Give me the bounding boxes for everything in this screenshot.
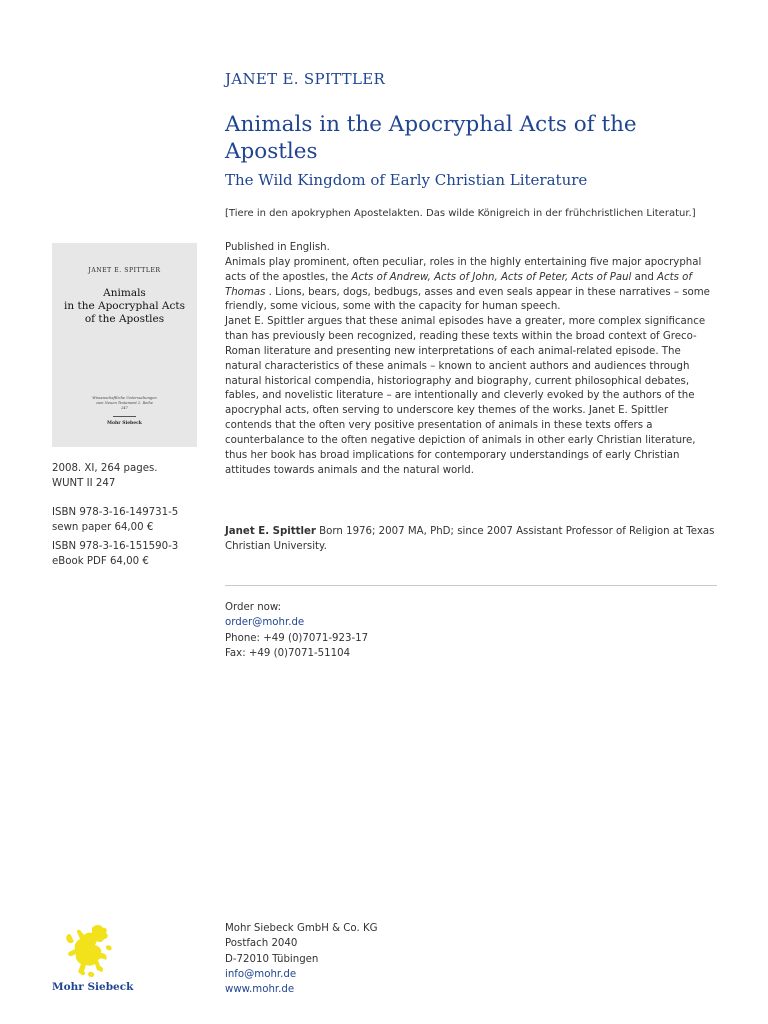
- description-paragraph-1: [225, 256, 717, 315]
- book-cover: [52, 243, 197, 447]
- order-label: Order now:: [225, 602, 282, 613]
- order-info: [225, 600, 368, 661]
- cover-rule: [113, 416, 136, 417]
- publisher-email-link[interactable]: info@mohr.de: [225, 968, 297, 980]
- cover-series: [52, 396, 197, 411]
- order-phone: Phone: +49 (0)7071-923-17: [225, 632, 369, 644]
- format-print: sewn paper 64,00 €: [52, 521, 154, 533]
- order-email-link[interactable]: order@mohr.de: [225, 617, 305, 629]
- bio-text: Born 1976; 2007 MA, PhD; since 2007 Assistant Professor of Religion at Texas Christian University.: [225, 526, 715, 552]
- cover-title-line: of the Apostles: [84, 313, 165, 325]
- order-fax: Fax: +49 (0)7071-51104: [225, 647, 351, 659]
- description-italic: Acts of Andrew, Acts of John, Acts of Peter, Acts of Paul: [351, 271, 632, 283]
- description-text: and: [631, 271, 658, 283]
- isbn-ebook: ISBN 978-3-16-151590-3: [52, 541, 179, 553]
- publisher-logo: [50, 918, 134, 998]
- cover-publisher: Mohr Siebeck: [107, 421, 142, 426]
- book-meta: [52, 461, 178, 570]
- format-ebook: eBook PDF 64,00 €: [52, 556, 149, 568]
- book-title: Animals in the Apocryphal Acts of the Apostles: [225, 112, 637, 164]
- cover-title-line: in the Apocryphal Acts: [64, 300, 185, 312]
- publisher-name: Mohr Siebeck GmbH & Co. KG: [225, 923, 378, 934]
- cover-series-number: 247: [121, 406, 128, 410]
- publisher-address: [225, 921, 378, 997]
- cover-series-line: Wissenschaftliche Untersuchungen: [92, 396, 157, 400]
- logo-text: Mohr Siebeck: [52, 981, 134, 993]
- book-subtitle: The Wild Kingdom of Early Christian Literature: [225, 171, 588, 189]
- book-description: [225, 241, 717, 479]
- description-text: Animals play prominent, often peculiar, roles in the highly entertaining five major apocryphal acts of the apostles, the: [225, 256, 702, 283]
- publisher-website-link[interactable]: www.mohr.de: [225, 984, 295, 996]
- description-paragraph-2: Janet E. Spittler argues that these animal episodes have a greater, more complex significance than has previously been recognized, reading these texts within the broad context of Greco-Roman literature and presenting new interpretations of each animal-related episode. The natural characteristics of these animals – known to ancient authors and audiences through natural historical compendia, historiography and biography, current philosophical debates, fables, and novelistic literature – are intentionally and cleverly evoked by the authors of the apocryphal acts, often serving to underscore key themes of the works. Janet E. Spittler contends that the often very positive presentation of animals in these texts offers a counterbalance to the often negative depiction of animals in other early Christian literature, thus her book has broad implications for contemporary understandings of early Christian attitudes towards animals and the natural world.: [225, 316, 706, 476]
- cover-series-line: zum Neuen Testament 2. Reihe: [95, 401, 154, 405]
- isbn-print: ISBN 978-3-16-149731-5: [52, 506, 179, 518]
- cover-title: [52, 287, 197, 326]
- cover-author: JANET E. SPITTLER: [88, 267, 161, 274]
- series-label: WUNT II 247: [52, 478, 116, 490]
- published-language: Published in English.: [225, 242, 330, 253]
- description-text: . Lions, bears, dogs, bedbugs, asses and even seals appear in these narratives – some friendly, some vicious, some with the capacity for human speech.: [225, 286, 710, 313]
- lion-rampant-icon: [62, 922, 114, 980]
- description-italic: Acts of Thomas: [225, 271, 692, 298]
- cover-title-line: Animals: [103, 287, 146, 299]
- author-bio: [225, 525, 717, 555]
- publisher-city: D-72010 Tübingen: [225, 953, 319, 965]
- bio-name: Janet E. Spittler: [225, 526, 316, 537]
- year-pages: 2008. XI, 264 pages.: [52, 463, 158, 474]
- divider: [225, 585, 717, 586]
- german-title: [Tiere in den apokryphen Apostelakten. Das wilde Königreich in der frühchristlichen Literatur.]: [225, 208, 696, 219]
- publisher-postfach: Postfach 2040: [225, 938, 298, 950]
- book-author: JANET E. SPITTLER: [225, 70, 386, 88]
